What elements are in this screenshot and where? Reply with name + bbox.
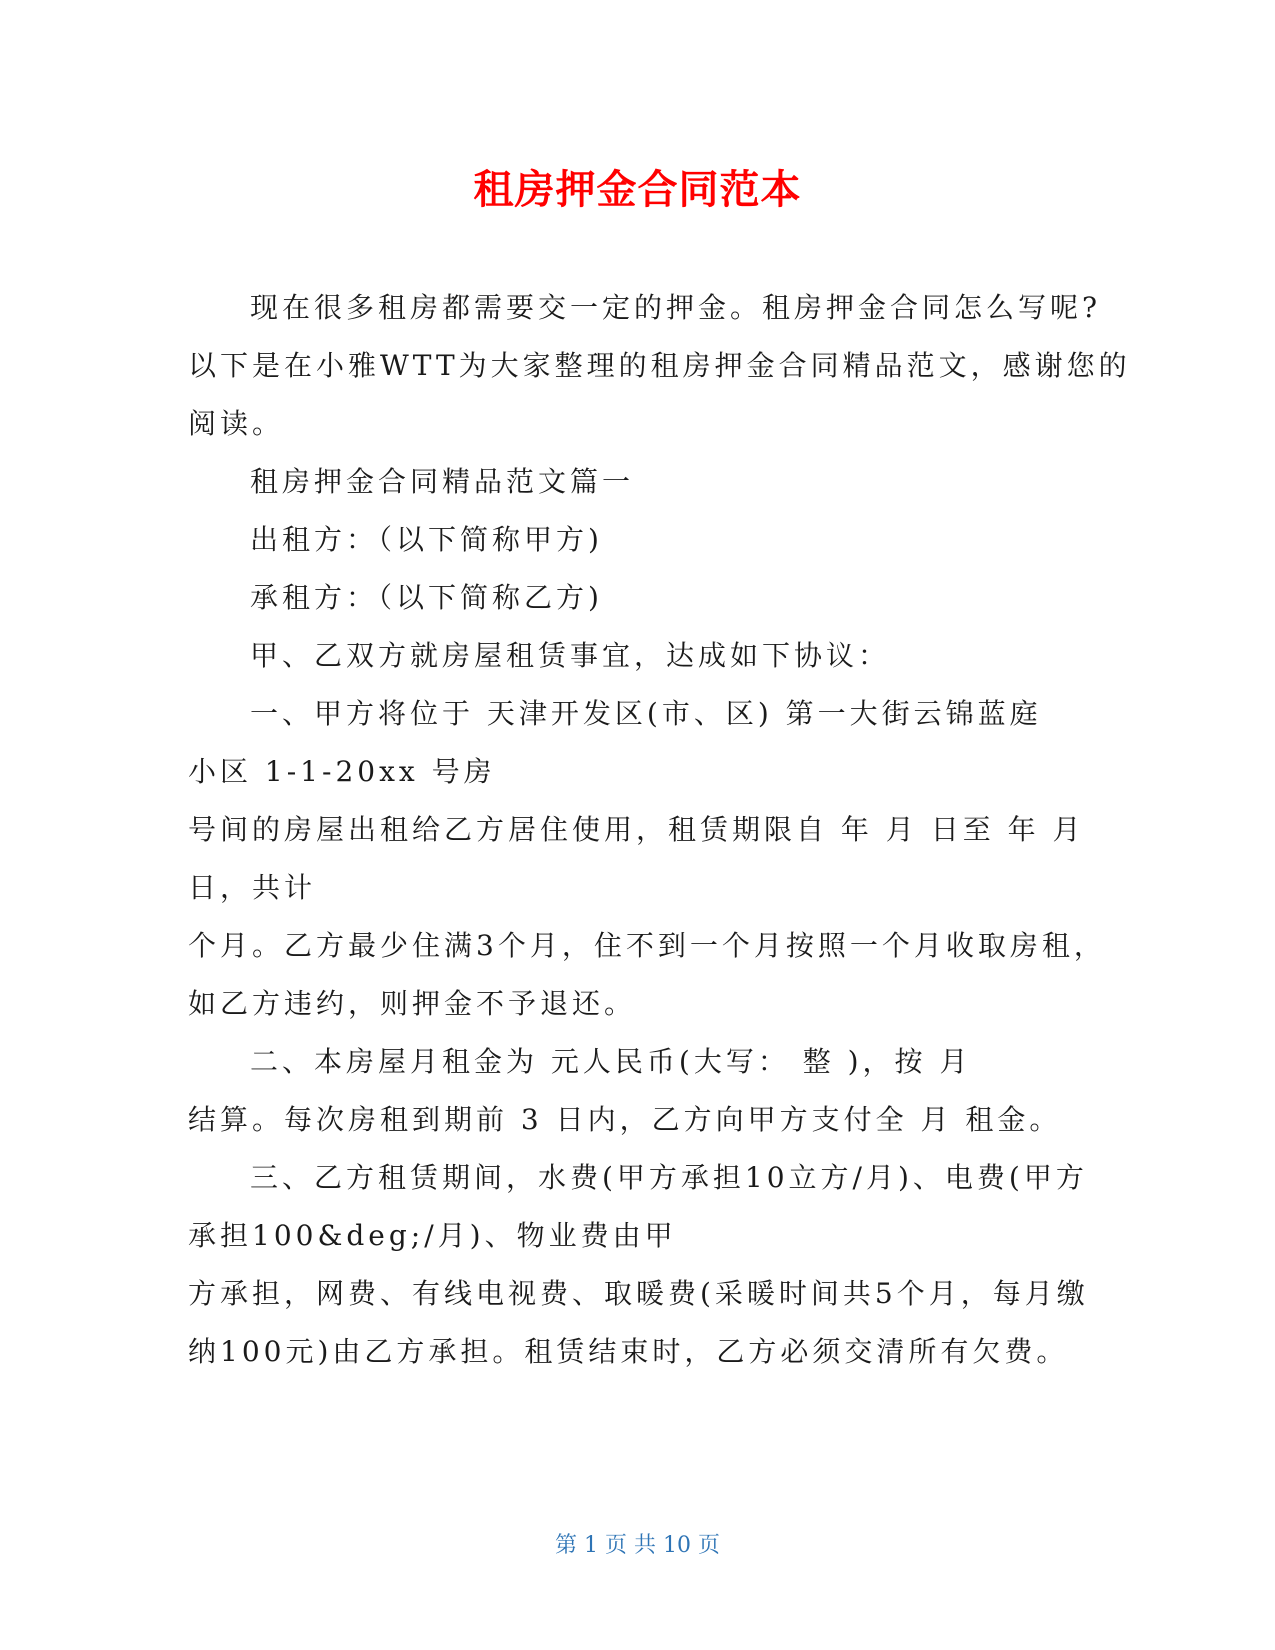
lessee-line: 承租方：（以下简称乙方) xyxy=(250,581,603,614)
intro-line-2: 以下是在小雅WTT为大家整理的租房押金合同精品范文，感谢您的 xyxy=(188,349,1131,382)
clause-2-line-1: 二、本房屋月租金为 元人民币(大写： 整 )，按 月 xyxy=(250,1045,972,1078)
clause-1-line-3: 号间的房屋出租给乙方居住使用，租赁期限自 年 月 日至 年 月 xyxy=(188,813,1085,846)
agreement-intro: 甲、乙双方就房屋租赁事宜，达成如下协议： xyxy=(250,639,891,672)
clause-2-line-2: 结算。每次房租到期前 3 日内，乙方向甲方支付全 月 租金。 xyxy=(188,1103,1062,1136)
intro-line-1: 现在很多租房都需要交一定的押金。租房押金合同怎么写呢? xyxy=(250,291,1102,324)
clause-3-line-2: 承担100&deg;/月)、物业费由甲 xyxy=(188,1219,677,1252)
page-footer: 第 1 页 共 10 页 xyxy=(555,1533,720,1558)
clause-1-line-1: 一、甲方将位于 天津开发区(市、区) 第一大街云锦蓝庭 xyxy=(250,697,1042,730)
section-heading: 租房押金合同精品范文篇一 xyxy=(250,465,635,498)
document-title: 租房押金合同范本 xyxy=(473,167,802,213)
intro-line-3: 阅读。 xyxy=(188,407,285,440)
clause-1-line-5: 个月。乙方最少住满3个月，住不到一个月按照一个月收取房租， xyxy=(188,929,1106,962)
lessor-line: 出租方：（以下简称甲方) xyxy=(250,523,603,556)
clause-1-line-4: 日，共计 xyxy=(188,871,317,904)
clause-3-line-3: 方承担，网费、有线电视费、取暖费(采暖时间共5个月，每月缴 xyxy=(188,1277,1089,1310)
clause-1-line-6: 如乙方违约，则押金不予退还。 xyxy=(188,987,637,1020)
clause-1-line-2: 小区 1-1-20xx 号房 xyxy=(188,755,496,788)
clause-3-line-1: 三、乙方租赁期间，水费(甲方承担10立方/月)、电费(甲方 xyxy=(250,1161,1088,1194)
clause-3-line-4: 纳100元)由乙方承担。租赁结束时，乙方必须交清所有欠费。 xyxy=(188,1335,1069,1368)
